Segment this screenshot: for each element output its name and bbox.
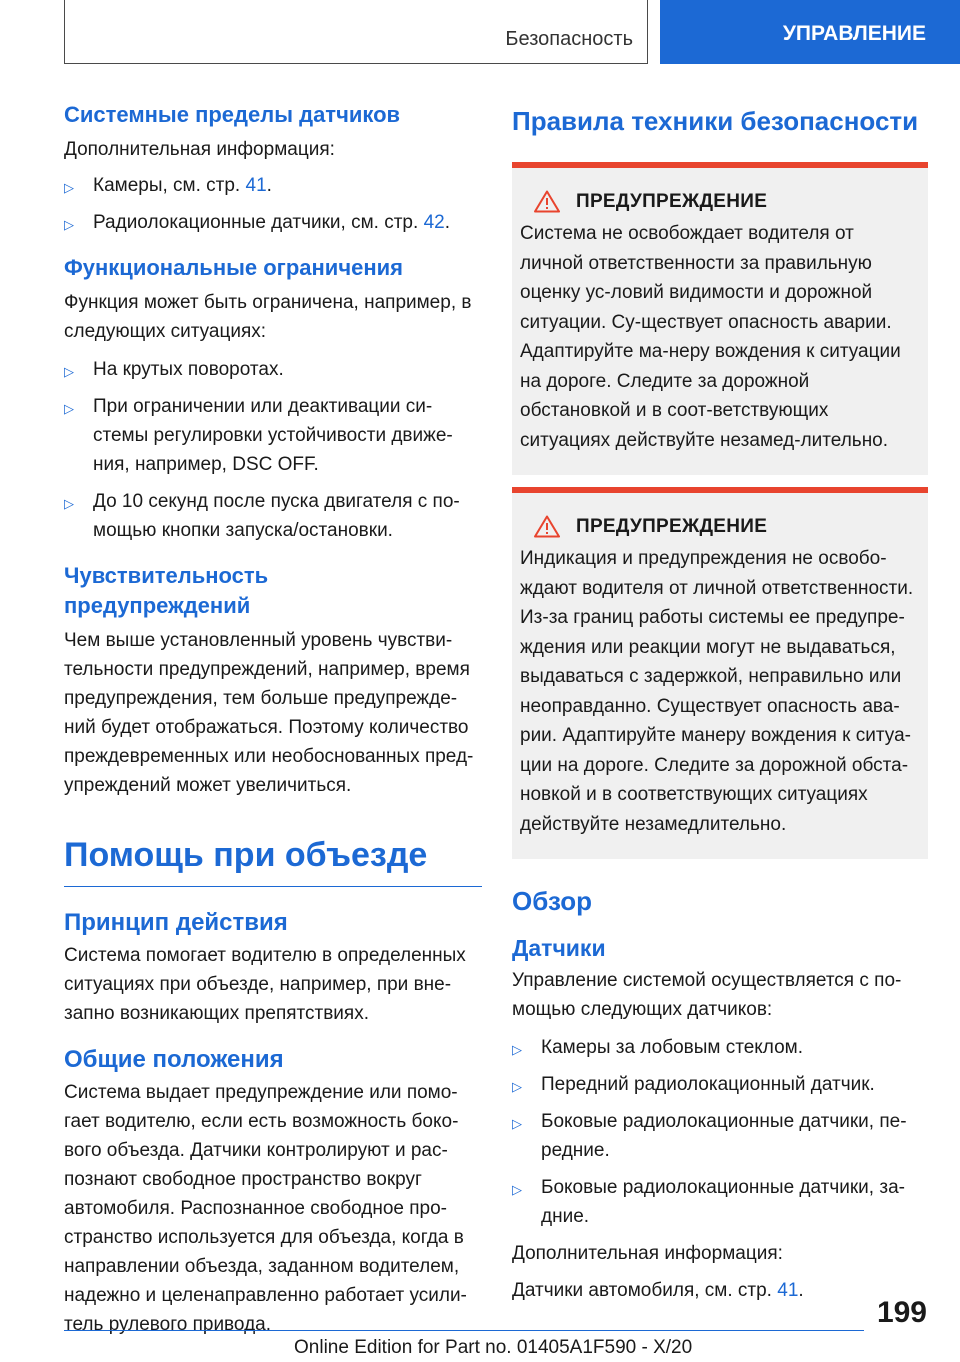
heading-functional-limits: Функциональные ограничения	[64, 255, 403, 280]
warning-title: ПРЕДУПРЕЖДЕНИЕ	[520, 515, 920, 538]
heading-safety-rules: Правила техники безопасности	[512, 106, 919, 136]
page-link[interactable]: 42	[423, 212, 445, 233]
list-item: ▷ Боковые радиолокационные датчики, пе-редние.	[512, 1111, 907, 1161]
bullet-triangle-icon: ▷	[512, 1042, 522, 1057]
footer-divider	[64, 1330, 864, 1331]
main-heading: Помощь при объезде	[64, 836, 428, 874]
chapter-tab	[660, 0, 960, 64]
bullet-triangle-icon: ▷	[64, 180, 74, 195]
warning-title: ПРЕДУПРЕЖДЕНИЕ	[520, 190, 920, 213]
list-item: ▷ На крутых поворотах.	[64, 355, 482, 384]
list-item: ▷ При ограничении или деактивации си-стемы регулировки устойчивости движе-ния, например, DSC OFF.	[64, 396, 453, 475]
bullet-triangle-icon: ▷	[512, 1182, 522, 1197]
heading-sensitivity: Чувствительность предупреждений	[64, 563, 269, 618]
page-number: 199	[876, 1296, 927, 1329]
general-text: Система выдает предупреждение или помо-гает водителю, если есть возможность боко-вого объезда. Датчики контролируют и рас-познают свободное пространство вокруг автомобиля. Распознанное свободное про-странство используется для объезда, когда в направлении объезда, заданном водителем, надежно и целенаправленно работает усили-тель рулевого привода.	[64, 1082, 467, 1335]
warning-triangle-icon	[534, 190, 560, 213]
heading-sensors: Датчики	[512, 935, 606, 961]
sensors-intro: Управление системой осуществляется с по-мощью следующих датчиков:	[512, 970, 902, 1020]
page-link[interactable]: 41	[777, 1280, 799, 1301]
right-column	[512, 100, 928, 1305]
warning-text: Индикация и предупреждения не освобо-ждают водителя от личной ответственности. Из-за границ работы системы ее предупре-ждения или реакции могут не выдаваться, выдаваться с задержкой, неправильно или неоправданно. Существует опасность ава-рии. Адаптируйте манеру вождения к ситуа-ции на дороге. Следите за дорожной обста-новкой и в соответствующих ситуациях действуйте незамедлительно.	[520, 548, 914, 835]
list-item: ▷ Радиолокационные датчики, см. стр. 42.	[64, 208, 482, 237]
section-title: Безопасность	[505, 28, 633, 50]
heading-general: Общие положения	[64, 1046, 284, 1073]
heading-divider	[64, 886, 482, 887]
footer-edition: Online Edition for Part no. 01405A1F590 - X/20	[294, 1337, 693, 1358]
limits-intro: Дополнительная информация:	[64, 139, 335, 160]
page-link[interactable]: 41	[245, 175, 267, 196]
more-info-label: Дополнительная информация:	[512, 1243, 783, 1264]
warning-triangle-icon	[534, 515, 560, 538]
list-item: ▷ Боковые радиолокационные датчики, за-дние.	[512, 1177, 905, 1227]
bullet-triangle-icon: ▷	[64, 401, 74, 416]
left-column	[64, 100, 482, 1339]
more-info-ref: Датчики автомобиля, см. стр. 41.	[512, 1280, 804, 1301]
heading-principle: Принцип действия	[64, 909, 288, 936]
bullet-triangle-icon: ▷	[512, 1116, 522, 1131]
bullet-triangle-icon: ▷	[512, 1079, 522, 1094]
list-item: ▷ Камеры за лобовым стеклом.	[512, 1033, 928, 1062]
limits-list	[64, 171, 482, 237]
warning-box	[512, 487, 928, 859]
sensitivity-text: Чем выше установленный уровень чувстви-тельности предупреждений, например, время предупреждения, тем больше предупрежде-ний будет отображаться. Поэтому количество преждевременных или необоснованных пред-упреждений может увеличиться.	[64, 630, 474, 796]
list-item: ▷ Камеры, см. стр. 41.	[64, 171, 482, 200]
list-item: ▷ Передний радиолокационный датчик.	[512, 1070, 928, 1099]
header-box	[64, 0, 648, 64]
principle-text: Система помогает водителю в определенных ситуациях при объезде, например, при вне-запно возникающих препятствиях.	[64, 945, 466, 1024]
chapter-title: УПРАВЛЕНИЕ	[782, 22, 926, 45]
func-list	[64, 355, 482, 545]
bullet-triangle-icon: ▷	[64, 496, 74, 511]
sensors-list	[512, 1033, 928, 1231]
list-item: ▷ До 10 секунд после пуска двигателя с по-мощью кнопки запуска/остановки.	[64, 491, 460, 541]
warning-box	[512, 162, 928, 475]
warning-text: Система не освобождает водителя от личной ответственности за правильную оценку ус-ловий видимости и дорожной ситуации. Су-ществует опасность аварии. Адаптируйте ма-неру вождения к ситуации на дороге. Следите за дорожной обстановкой и в соот-ветствующих ситуациях действуйте незамед-лительно.	[520, 223, 901, 451]
heading-overview: Обзор	[512, 886, 592, 916]
bullet-triangle-icon: ▷	[64, 217, 74, 232]
bullet-triangle-icon: ▷	[64, 364, 74, 379]
func-intro: Функция может быть ограничена, например, в следующих ситуациях:	[64, 292, 472, 342]
heading-sensor-limits: Системные пределы датчиков	[64, 102, 401, 127]
